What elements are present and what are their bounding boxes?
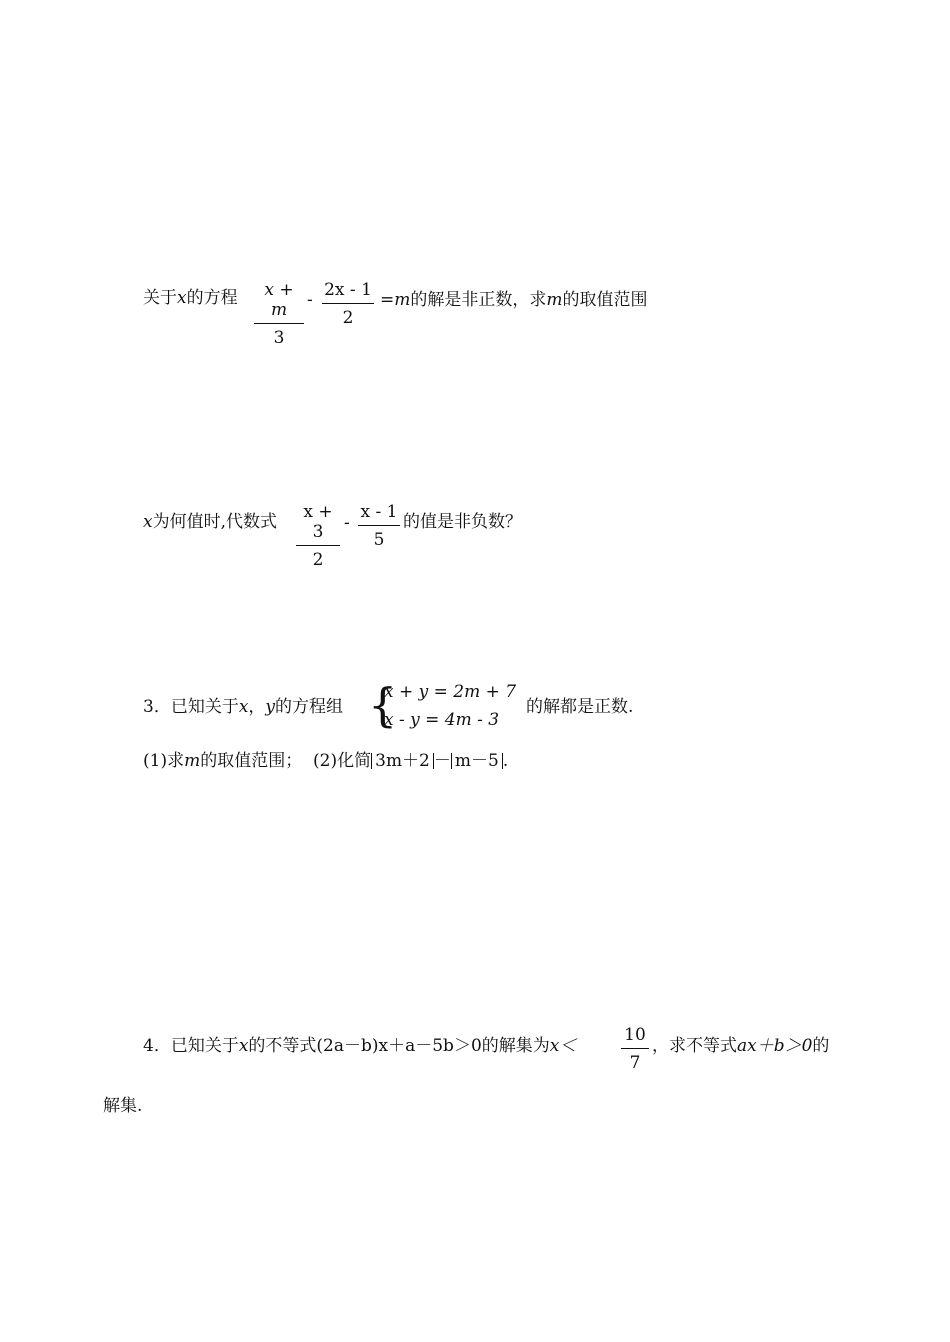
problem4-line-1 [143,1036,576,1056]
problem1-minus: - [307,290,313,310]
problem1-var-m: m [394,290,411,310]
problem4-line-2: 解集. [103,1096,143,1116]
problem1-tail [380,290,648,310]
problem2-frac1-denominator: 2 [312,550,324,570]
problem3-abs-1: 3m＋2 [371,753,434,769]
problem3-end: . [502,751,509,771]
problem4-var-x: x [238,1036,249,1056]
problem1-fraction-1 [254,280,304,348]
problem2-minus: - [344,513,350,533]
problem2-fraction-2 [358,502,400,550]
problem1-middle: 的解是非正数，求 [410,290,547,310]
problem4-number: 4． [143,1036,171,1056]
problem3-part1-var: m [184,751,201,771]
problem3-var-y: y [265,697,276,717]
problem2-frac2-denominator: 5 [373,530,385,550]
problem3-part1-suffix: 的取值范围； [200,751,303,771]
problem1-var-x: x [177,288,187,308]
problem2-text: 为何值时,代数式 [152,512,277,532]
problem4-text4: ，求不等式 [652,1036,737,1056]
problem3-part2-text: 化简 [337,751,372,771]
problem3-system-brace: { [368,678,398,732]
problem3-number: 3． [143,697,171,717]
problem4-frac-denominator: 7 [629,1053,641,1073]
problem2-line [143,512,277,532]
problem4-inequality: (2a－b)x＋a－5b＞0 [316,1036,482,1056]
problem2-frac2-numerator: x - 1 [358,502,400,526]
problem3-equation-1: x + y = 2m + 7 [384,682,517,702]
problem4-lt: x＜ [549,1036,577,1056]
problem4-text5: 的 [812,1036,830,1056]
problem1-frac1-denominator: 3 [273,328,285,348]
problem3-text3: 的解都是正数. [526,697,634,717]
problem3-text2: 的方程组 [275,697,344,717]
problem1-prefix: 关于 [143,288,177,308]
problem3-line-2 [143,751,508,771]
problem1-after-x: 的方程 [186,288,238,308]
problem3-text1: 已知关于 [170,697,239,717]
problem3-line-1 [143,697,343,717]
problem3-abs-minus: － [433,751,451,771]
problem1-var-m2: m [546,290,563,310]
problem4-text3: 的解集为 [481,1036,550,1056]
problem2-suffix: 的值是非负数？ [403,512,522,532]
problem3-var-x: x [238,697,249,717]
problem4-inequality2: ax＋b＞0 [737,1036,813,1056]
problem2-fraction-1 [296,502,340,570]
problem1-suffix: 的取值范围 [562,290,648,310]
problem3-equation-2: x - y = 4m - 3 [384,710,500,730]
problem1-frac2-denominator: 2 [342,308,354,328]
problem3-part2-label: (2) [313,751,338,771]
problem3-part1-label: (1) [143,751,168,771]
problem3-part1-text: 求 [167,751,185,771]
problem4-text1: 已知关于 [170,1036,239,1056]
problem3-sep: ， [248,697,266,717]
problem4-frac-numerator: 10 [621,1025,649,1049]
problem4-line-1-tail [652,1036,829,1056]
problem1-equals: = [380,290,395,310]
problem1-line [143,288,238,308]
problem4-fraction [621,1025,649,1073]
problem2-frac1-numerator: x + 3 [296,502,340,546]
problem2-var-x: x [143,512,153,532]
problem1-frac2-numerator: 2x - 1 [322,280,374,304]
problem1-fraction-2 [322,280,374,328]
problem3-abs-2: m－5 [451,753,503,769]
problem4-text2: 的不等式 [248,1036,317,1056]
problem1-frac1-numerator: x + m [254,280,304,324]
